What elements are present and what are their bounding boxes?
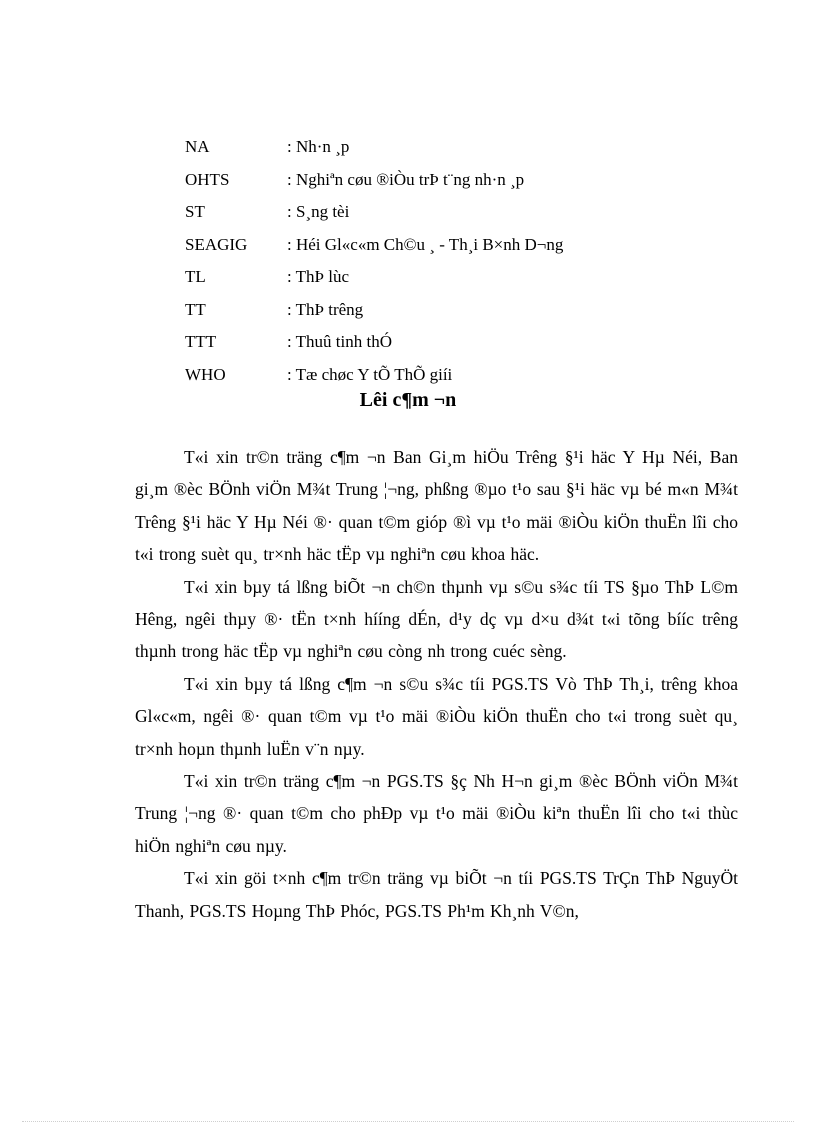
paragraph: T«i xin tr©n träng c¶m ¬n PGS.TS §ç Nh H¬n gi¸m ®èc BÖnh viÖn M¾t Trung ¦¬ng ®· quan t©m cho phÐp vµ t¹o mäi ®iÒu kiªn thuËn lîi cho t«i thùc hiÖn nghiªn cøu nµy. — [135, 771, 738, 856]
paragraph: T«i xin göi t×nh c¶m tr©n träng vµ biÕt ¬n tíi PGS.TS TrÇn ThÞ NguyÖt Thanh, PGS.TS Hoµng ThÞ Phóc, PGS.TS Ph¹m Kh¸nh V©n, — [135, 868, 738, 921]
abbreviation-row — [185, 229, 745, 262]
abbreviation-definition: : ThÞ trêng — [287, 299, 364, 319]
abbreviation-row — [185, 359, 745, 392]
section-heading: Lêi c¶m ¬n — [359, 389, 457, 411]
abbreviation-code: ST — [185, 202, 205, 222]
abbreviation-definition: : Thuû tinh thÓ — [287, 332, 392, 352]
abbreviation-list — [185, 131, 745, 391]
paragraph: T«i xin bµy tá lßng biÕt ¬n ch©n thµnh vµ s©u s¾c tíi TS §µo ThÞ L©m Hêng, ngêi thµy ®· tËn t×nh hííng dÉn, d¹y dç vµ d×u d¾t t«i tõng bííc trêng thµnh trong häc tËp vµ nghiªn cøu còng nh trong cuéc sèng. — [135, 576, 738, 662]
abbreviation-row — [185, 326, 745, 359]
abbreviation-definition: : ThÞ lùc — [287, 267, 350, 287]
abbreviation-definition: : Héi Gl«c«m Ch©u ¸ - Th¸i B×nh D¬ng — [287, 234, 564, 254]
abbreviation-row — [185, 164, 745, 197]
abbreviation-code: OHTS — [185, 169, 230, 189]
abbreviation-code: SEAGIG — [185, 234, 248, 254]
abbreviation-row — [185, 261, 745, 294]
abbreviation-row — [185, 294, 745, 327]
abbreviation-row — [185, 131, 745, 164]
abbreviation-definition: : Tæ chøc Y tÕ ThÕ giíi — [287, 364, 453, 384]
page-bottom-divider — [22, 1121, 794, 1122]
abbreviation-code: TL — [185, 267, 206, 287]
paragraph: T«i xin tr©n träng c¶m ¬n Ban Gi¸m hiÖu Trêng §¹i häc Y Hµ Néi, Ban gi¸m ®èc BÖnh viÖn M¾t Trung ¦¬ng, phßng ®µo t¹o sau §¹i häc vµ bé m«n M¾t Trêng §¹i häc Y Hµ Néi ®· quan t©m gióp ®ì vµ t¹o mäi ®iÒu kiÖn thuËn lîi cho t«i trong suèt qu¸ tr×nh häc tËp vµ nghiªn cøu khoa häc. — [135, 447, 738, 565]
abbreviation-definition: : Nghiªn cøu ®iÒu trÞ t¨ng nh·n ¸p — [287, 169, 525, 189]
abbreviation-code: NA — [185, 137, 210, 157]
abbreviation-code: TTT — [185, 332, 217, 352]
abbreviation-code: WHO — [185, 364, 226, 384]
abbreviation-row — [185, 196, 745, 229]
paragraph: T«i xin bµy tá lßng c¶m ¬n s©u s¾c tíi PGS.TS Vò ThÞ Th¸i, trêng khoa Gl«c«m, ngêi ®· quan t©m vµ t¹o mäi ®iÒu kiÖn thuËn cho t«i trong suèt qu¸ tr×nh hoµn thµnh luËn v¨n nµy. — [135, 673, 738, 759]
abbreviation-definition: : Nh·n ¸p — [287, 137, 350, 157]
acknowledgement-body — [135, 441, 738, 927]
abbreviation-definition: : S¸ng tèi — [287, 202, 350, 222]
abbreviation-code: TT — [185, 299, 206, 319]
